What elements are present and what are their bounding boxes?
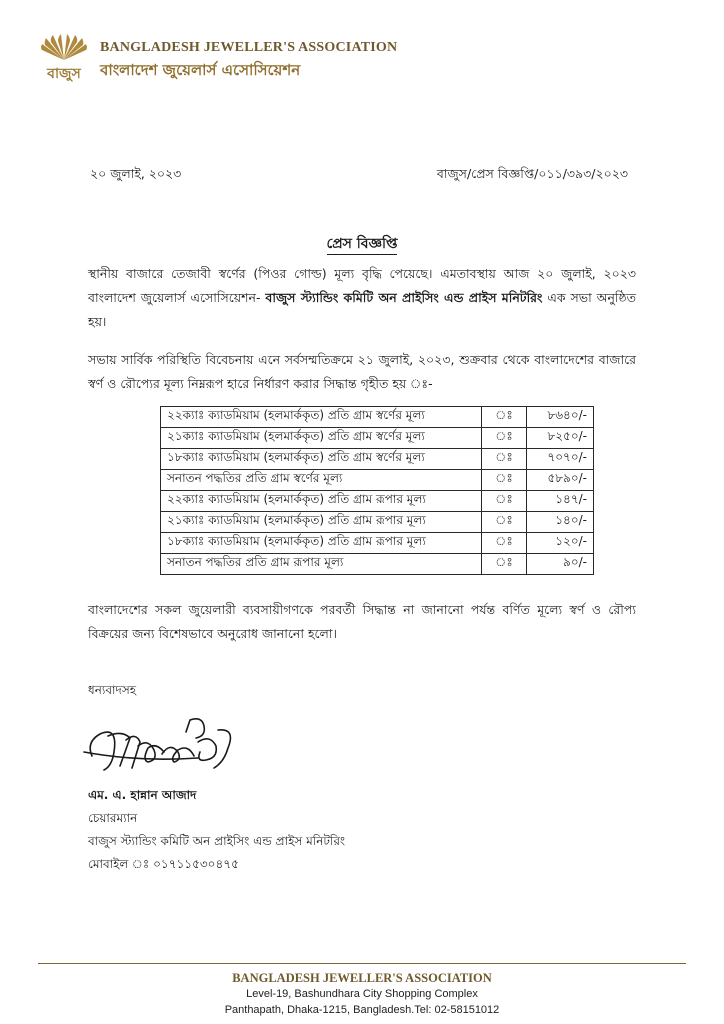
price-value: ৯০/- [527,554,594,575]
price-value: ১৪৭/- [527,491,594,512]
document-title-text: প্রেস বিজ্ঞপ্তি [327,236,398,255]
table-row [161,533,594,554]
price-table [160,406,594,575]
table-row [161,428,594,449]
price-separator: ঃ [482,470,527,491]
price-separator: ঃ [482,554,527,575]
price-separator: ঃ [482,491,527,512]
price-label: ২২ক্যাঃ ক্যাডমিয়াম (হলমার্ককৃত) প্রতি গ্রাম স্বর্ণের মূল্য [161,407,482,428]
price-separator: ঃ [482,449,527,470]
price-label: ১৮ক্যাঃ ক্যাডমিয়াম (হলমার্ককৃত) প্রতি গ্রাম স্বর্ণের মূল্য [161,449,482,470]
paragraph-intro [88,262,636,334]
signatory-name: এম. এ. হান্নান আজাদ [88,788,197,802]
paragraph-request: বাংলাদেশের সকল জুয়েলারী ব্যবসায়ীগণকে পরবর্তী সিদ্ধান্ত না জানানো পর্যন্ত বর্ণিত মূল্যে স্বর্ণ ও রৌপ্য বিক্রয়ের জন্য বিশেষভাবে অনুরোধ জানানো হলো। [88,602,636,641]
price-label: ২২ক্যাঃ ক্যাডমিয়াম (হলমার্ককৃত) প্রতি গ্রাম রূপার মূল্য [161,491,482,512]
price-value: ১২০/- [527,533,594,554]
price-value: ৭০৭০/- [527,449,594,470]
table-row [161,407,594,428]
signatory-mobile: মোবাইল ঃ ০১৭১১৫৩০৪৭৫ [88,857,239,871]
price-separator: ঃ [482,512,527,533]
reference-number: বাজুস/প্রেস বিজ্ঞপ্তি/০১১/৩৯৩/২০২৩ [436,166,628,181]
signatory-block [88,784,345,876]
footer-address-line-2: Panthapath, Dhaka-1215, Bangladesh.Tel: 02-58151012 [224,1004,500,1016]
table-row [161,512,594,533]
price-separator: ঃ [482,407,527,428]
price-value: ৮৬৪০/- [527,407,594,428]
signatory-committee: বাজুস স্ট্যান্ডিং কমিটি অন প্রাইসিং এন্ড প্রাইস মনিটরিং [88,834,346,848]
price-label: ১৮ক্যাঃ ক্যাডমিয়াম (হলমার্ককৃত) প্রতি গ্রাম রূপার মূল্য [161,533,482,554]
signature-image [78,712,248,780]
signatory-designation: চেয়ারম্যান [88,811,138,825]
price-separator: ঃ [482,428,527,449]
price-label: ২১ক্যাঃ ক্যাডমিয়াম (হলমার্ককৃত) প্রতি গ্রাম রূপার মূল্য [161,512,482,533]
price-value: ৮২৫০/- [527,428,594,449]
footer-title: BANGLADESH JEWELLER'S ASSOCIATION [232,971,492,985]
document-title [0,232,724,256]
price-value: ১৪০/- [527,512,594,533]
price-separator: ঃ [482,533,527,554]
footer [0,970,724,1018]
footer-address-line-1: Level-19, Bashundhara City Shopping Complex [246,988,478,1000]
footer-divider [38,963,686,964]
price-label: সনাতন পদ্ধতির প্রতি গ্রাম স্বর্ণের মূল্য [161,470,482,491]
table-row [161,449,594,470]
committee-name-bold: বাজুস স্ট্যান্ডিং কমিটি অন প্রাইসিং এন্ড প্রাইস মনিটরিং [265,290,543,305]
paragraph-intro-part-b: এক সভা অনুষ্ঠিত হয়। [88,290,637,329]
table-row [161,554,594,575]
price-label: সনাতন পদ্ধতির প্রতি গ্রাম রূপার মূল্য [161,554,482,575]
paragraph-intro-part-a: স্থানীয় বাজারে তেজাবী স্বর্ণের (পিওর গোল্ড) মূল্য বৃদ্ধি পেয়েছে। এমতাবস্থায় আজ ২০ জুলাই, ২০২৩ বাংলাদেশ জুয়েলার্স এসোসিয়েশন- [88,266,636,305]
table-row [161,491,594,512]
logo-wordmark: বাজুস [47,66,81,82]
association-name-english: BANGLADESH JEWELLER'S ASSOCIATION [100,40,398,55]
table-row [161,470,594,491]
letter-date: ২০ জুলাই, ২০২৩ [90,166,182,181]
paragraph-decision: সভায় সার্বিক পরিস্থিতি বিবেচনায় এনে সর্বসম্মতিক্রমে ২১ জুলাই, ২০২৩, শুক্রবার থেকে বাংলাদেশের বাজারে স্বর্ণ ও রৌপ্যের মূল্য নিম্নরূপ হারে নির্ধারণ করার সিদ্ধান্ত গৃহীত হয় ঃ- [88,352,636,391]
price-value: ৫৮৯০/- [527,470,594,491]
association-name-bengali: বাংলাদেশ জুয়েলার্স এসোসিয়েশন [100,61,301,79]
closing-salutation: ধন্যবাদসহ [88,683,137,697]
price-label: ২১ক্যাঃ ক্যাডমিয়াম (হলমার্ককৃত) প্রতি গ্রাম স্বর্ণের মূল্য [161,428,482,449]
